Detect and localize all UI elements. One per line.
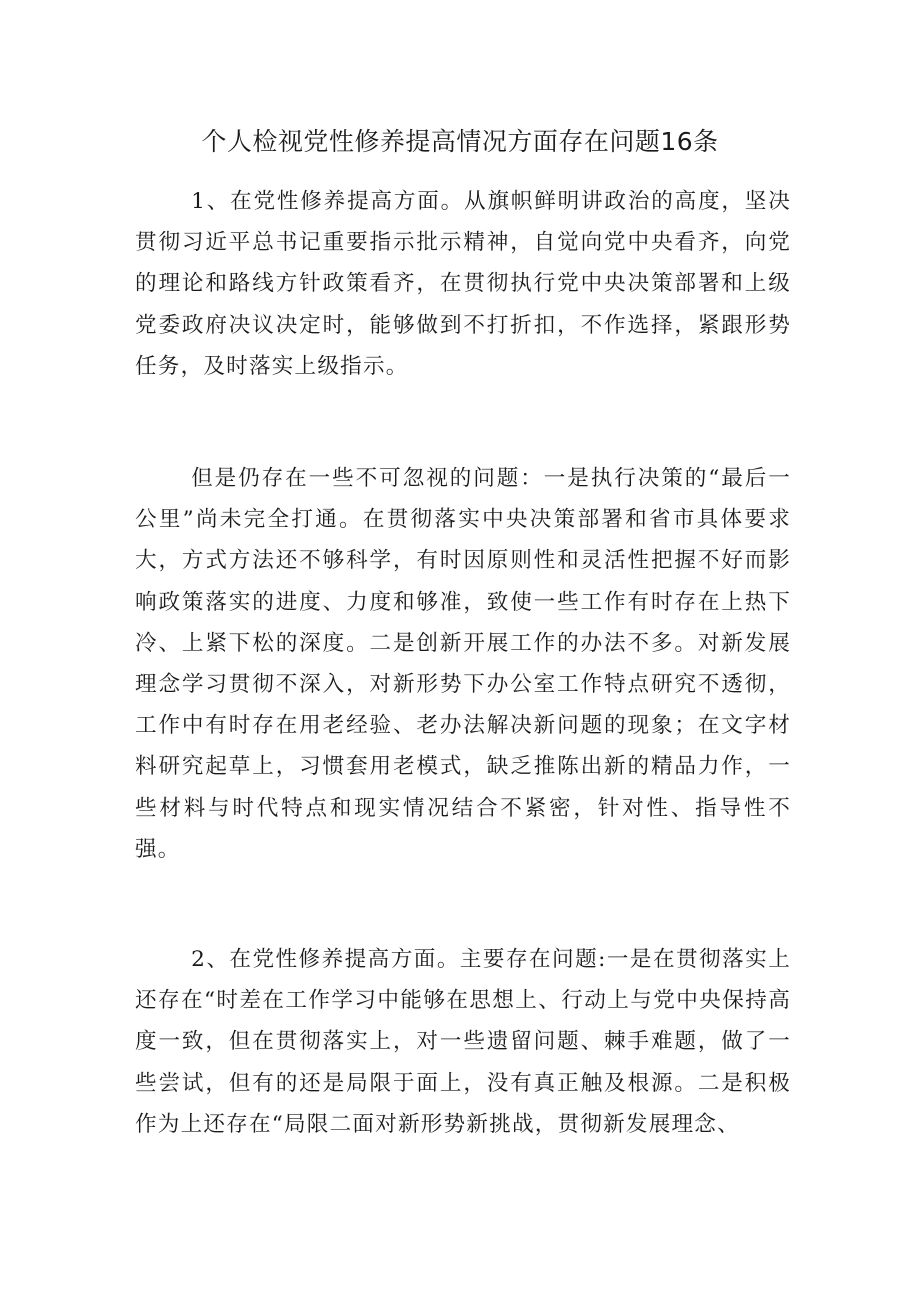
document-title: 个人检视党性修养提高情况方面存在问题16条 (201, 127, 719, 156)
paragraph-1: 1、在党性修养提高方面。从旗帜鲜明讲政治的高度，坚决贯彻习近平总书记重要指示批示精神，自觉向党中央看齐，向党的理论和路线方针政策看齐，在贯彻执行党中央决策部署和上级党委政府决议决定时，能够做到不打折扣，不作选择，紧跟形势任务，及时落实上级指示。 (135, 189, 791, 379)
paragraph-3: 2、在党性修养提高方面。主要存在问题:一是在贯彻落实上还存在“时差在工作学习中能够在思想上、行动上与党中央保持高度一致，但在贯彻落实上，对一些遗留问题、棘手难题，做了一些尝试，但有的还是局限于面上，没有真正触及根源。二是积极作为上还存在“局限二面对新形势新挑战，贯彻新发展理念、 (135, 947, 791, 1137)
paragraph-2: 但是仍存在一些不可忽视的问题：一是执行决策的“最后一公里”尚未完全打通。在贯彻落实中央决策部署和省市具体要求大，方式方法还不够科学，有时因原则性和灵活性把握不好而影响政策落实的进度、力度和够准，致使一些工作有时存在上热下冷、上紧下松的深度。二是创新开展工作的办法不多。对新发展理念学习贯彻不深入，对新形势下办公室工作特点研究不透彻，工作中有时存在用老经验、老办法解决新问题的现象；在文字材料研究起草上，习惯套用老模式，缺乏推陈出新的精品力作，一些材料与时代特点和现实情况结合不紧密，针对性、指导性不强。 (135, 466, 791, 862)
